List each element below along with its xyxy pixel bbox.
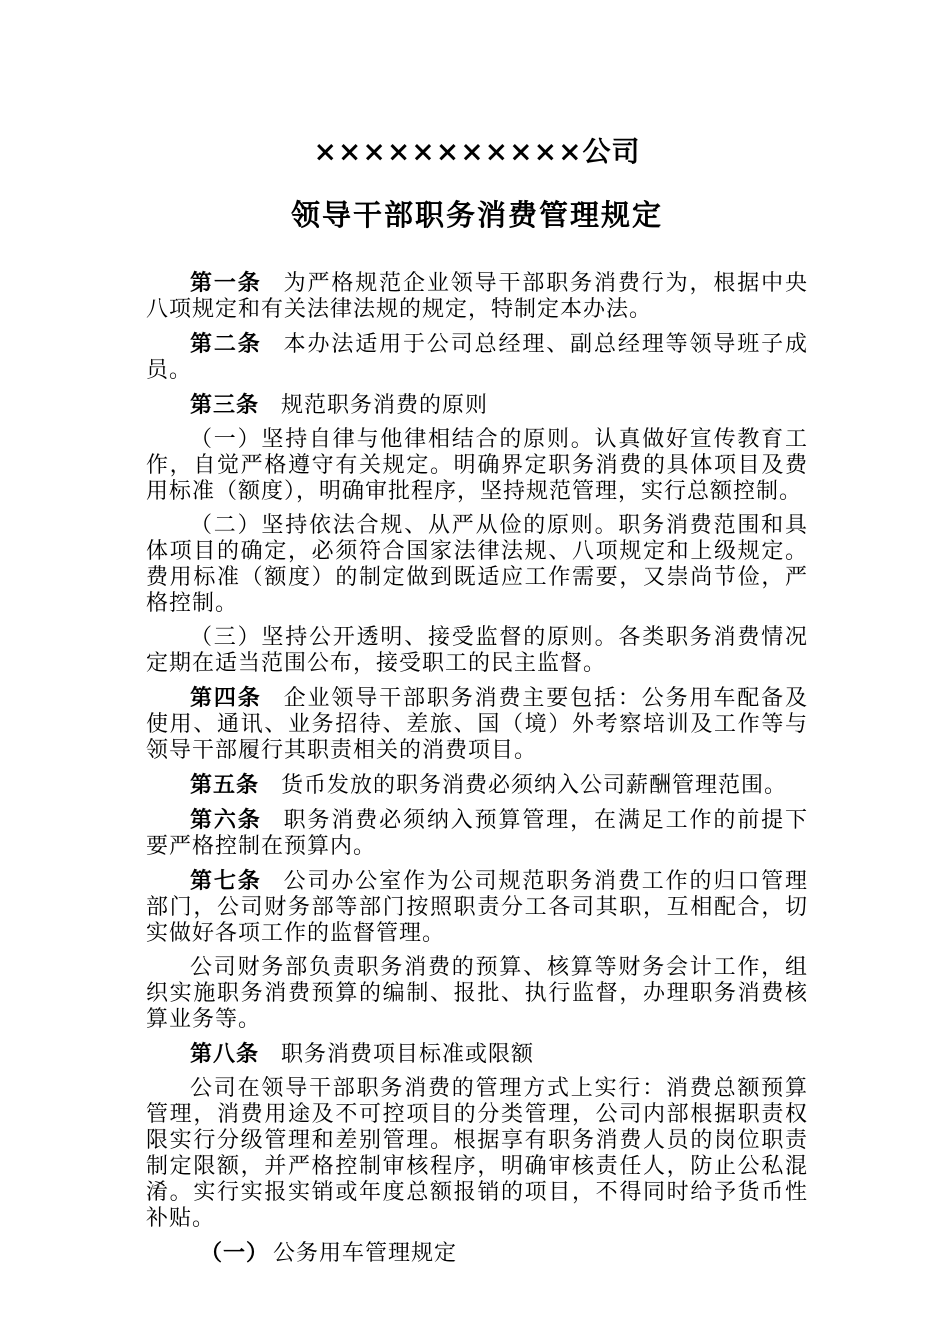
article-label: 第五条 xyxy=(190,772,260,798)
article-8 xyxy=(146,1041,808,1068)
article-label: 第七条 xyxy=(190,868,262,894)
article-text: 职务消费项目标准或限额 xyxy=(281,1042,535,1067)
article-6 xyxy=(146,807,808,860)
document-body xyxy=(146,270,808,1267)
paragraph-text: 公司在领导干部职务消费的管理方式上实行：消费总额预算管理，消费用途及不可控项目的分类管理，公司内部根据职责权限实行分级管理和差别管理。根据享有职务消费人员的岗位职责制定限额，并严格控制审核程序，明确审核责任人，防止公私混淆。实行实报实销或年度总额报销的项目，不得同时给予货币性补贴。 xyxy=(146,1076,808,1231)
document-title: 领导干部职务消费管理规定 xyxy=(290,198,663,232)
principle-1 xyxy=(146,427,808,505)
section-number: （一） xyxy=(200,1240,270,1266)
article-text: 为严格规范企业领导干部职务消费行为，根据中央八项规定和有关法律法规的规定，特制定本办法。 xyxy=(146,271,808,322)
finance-paragraph xyxy=(146,955,808,1033)
article-label: 第一条 xyxy=(190,270,262,296)
company-title: ×××××××××××公司 xyxy=(313,135,641,168)
article-text: 规范职务消费的原则 xyxy=(281,393,489,418)
principle-2 xyxy=(146,513,808,617)
paragraph-text: （一）坚持自律与他律相结合的原则。认真做好宣传教育工作，自觉严格遵守有关规定。明确界定职务消费的具体项目及费用标准（额度），明确审批程序，坚持规范管理，实行总额控制。 xyxy=(146,427,808,504)
section-title: 公务用车管理规定 xyxy=(273,1241,458,1266)
article-3 xyxy=(146,392,808,419)
article-text: 本办法适用于公司总经理、副总经理等领导班子成员。 xyxy=(146,332,808,383)
article-7 xyxy=(146,868,808,947)
paragraph-text: （二）坚持依法合规、从严从俭的原则。职务消费范围和具体项目的确定，必须符合国家法律法规、八项规定和上级规定。费用标准（额度）的制定做到既适应工作需要，又崇尚节俭，严格控制。 xyxy=(146,513,808,616)
article-label: 第六条 xyxy=(190,807,262,833)
article-label: 第三条 xyxy=(190,392,260,418)
article-label: 第八条 xyxy=(190,1041,260,1067)
article-text: 职务消费必须纳入预算管理，在满足工作的前提下要严格控制在预算内。 xyxy=(146,808,808,859)
principle-3 xyxy=(146,625,808,677)
article-text: 企业领导干部职务消费主要包括：公务用车配备及使用、通讯、业务招待、差旅、国（境）外考察培训及工作等与领导干部履行其职责相关的消费项目。 xyxy=(146,686,808,763)
article-text: 货币发放的职务消费必须纳入公司薪酬管理范围。 xyxy=(281,773,788,798)
article-label: 第四条 xyxy=(190,685,262,711)
article-5 xyxy=(146,772,808,799)
management-paragraph xyxy=(146,1076,808,1232)
article-text: 公司办公室作为公司规范职务消费工作的归口管理部门，公司财务部等部门按照职责分工各司其职，互相配合，切实做好各项工作的监督管理。 xyxy=(146,869,808,946)
section-heading xyxy=(146,1240,808,1267)
article-1 xyxy=(146,270,808,323)
paragraph-text: 公司财务部负责职务消费的预算、核算等财务会计工作，组织实施职务消费预算的编制、报批、执行监督，办理职务消费核算业务等。 xyxy=(146,955,808,1032)
article-2 xyxy=(146,331,808,384)
article-4 xyxy=(146,685,808,764)
article-label: 第二条 xyxy=(190,331,262,357)
paragraph-text: （三）坚持公开透明、接受监督的原则。各类职务消费情况定期在适当范围公布，接受职工的民主监督。 xyxy=(146,625,808,676)
